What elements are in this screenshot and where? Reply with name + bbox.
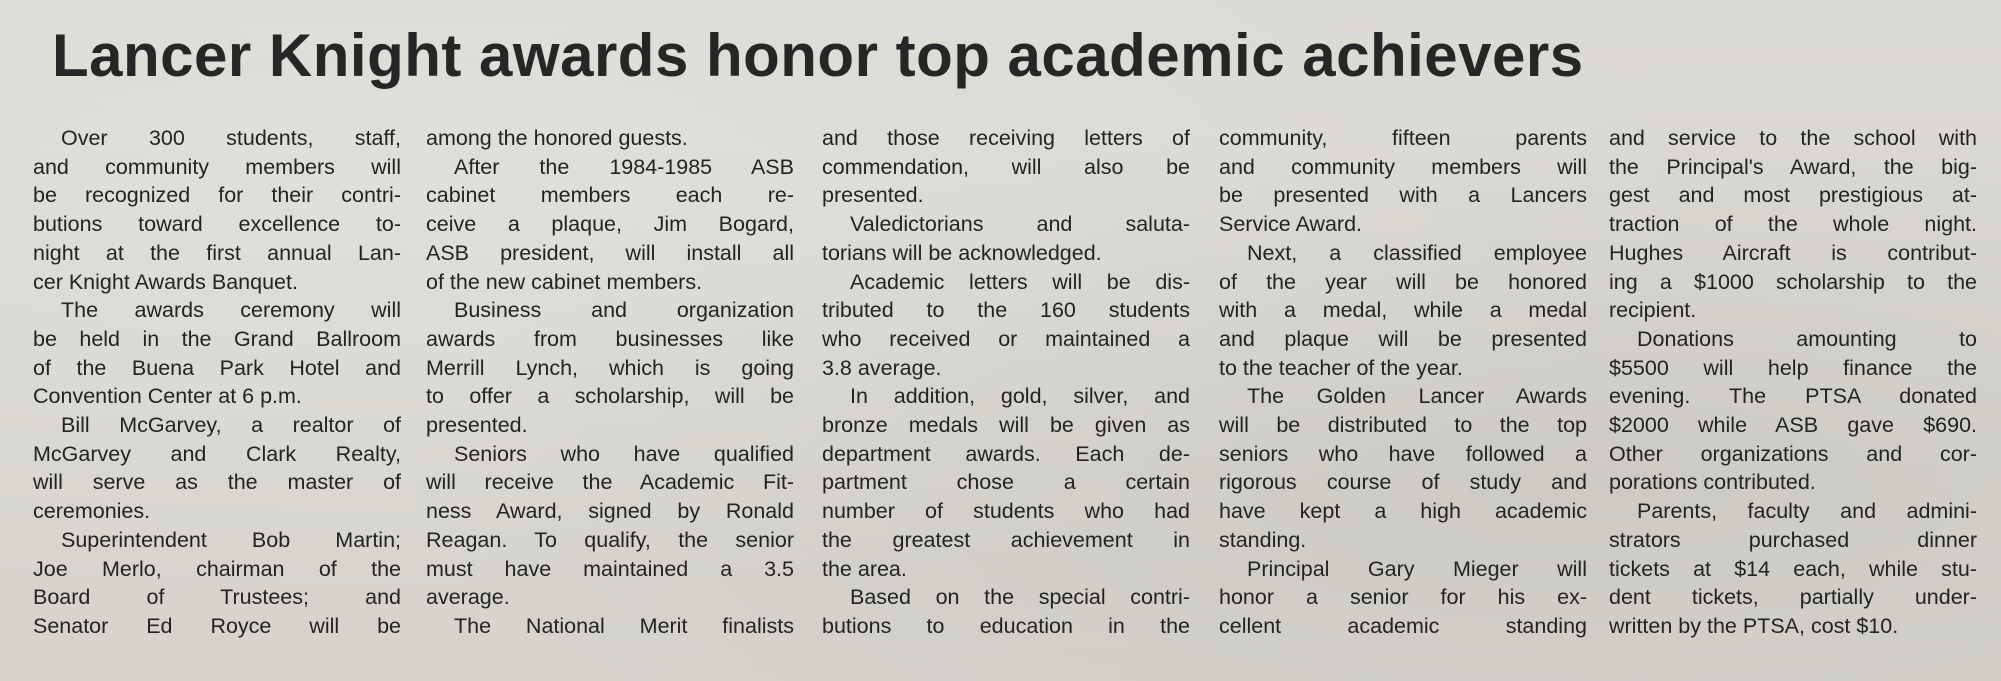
article-text-line: Next, a classified employee <box>1247 240 1587 265</box>
article-text-line: ing a $1000 scholarship to the <box>1609 269 1977 294</box>
article-text-line: average. <box>426 585 510 610</box>
article-text-line: number of students who had <box>822 499 1190 524</box>
article-text-line: rigorous course of study and <box>1219 470 1587 495</box>
article-text-line: Bill McGarvey, a realtor of <box>61 413 401 438</box>
article-text-line: evening. The PTSA donated <box>1609 384 1977 409</box>
article-text-line: Convention Center at 6 p.m. <box>33 384 302 409</box>
article-text-line: awards from businesses like <box>426 326 794 351</box>
article-text-line: the greatest achievement in <box>822 527 1190 552</box>
article-text-line: Reagan. To qualify, the senior <box>426 527 794 552</box>
article-text-line: presented. <box>822 183 924 208</box>
article-text-line: community, fifteen parents <box>1219 126 1587 150</box>
article-text-line: of the Buena Park Hotel and <box>33 355 401 380</box>
article-text-line: of the year will be honored <box>1219 269 1587 294</box>
article-text-line: butions toward excellence to- <box>33 212 401 237</box>
article-text-line: Based on the special contri- <box>850 585 1190 610</box>
article-text-line: must have maintained a 3.5 <box>426 556 794 581</box>
article-text-line: who received or maintained a <box>822 326 1190 351</box>
article-text-line: cellent academic standing <box>1219 613 1587 638</box>
article-text-line: cabinet members each re- <box>426 183 794 208</box>
article-text-line: will receive the Academic Fit- <box>426 470 794 495</box>
article-column-4 <box>1219 124 1587 641</box>
article-text-line: The National Merit finalists <box>454 613 794 638</box>
article-text-line: standing. <box>1219 527 1307 552</box>
article-text-line: Business and organization <box>454 298 794 323</box>
article-text-line: tributed to the 160 students <box>822 298 1190 323</box>
article-text-line: The awards ceremony will <box>61 298 401 323</box>
article-text-line: ceive a plaque, Jim Bogard, <box>426 212 794 237</box>
article-text-line: will serve as the master of <box>33 470 401 495</box>
article-text-line: 3.8 average. <box>822 355 942 380</box>
article-text-line: the Principal's Award, the big- <box>1609 154 1977 179</box>
article-text-line: of the new cabinet members. <box>426 269 703 294</box>
article-text-line: have kept a high academic <box>1219 499 1587 524</box>
article-text-line: to offer a scholarship, will be <box>426 384 794 409</box>
article-text-line: the area. <box>822 556 907 581</box>
article-text-line: among the honored guests. <box>426 126 688 150</box>
article-text-line: be held in the Grand Ballroom <box>33 326 401 351</box>
article-text-line: traction of the whole night. <box>1609 212 1977 237</box>
article-text-line: commendation, will also be <box>822 154 1190 179</box>
article-text-line: Principal Gary Mieger will <box>1247 556 1587 581</box>
article-body <box>0 124 2001 644</box>
article-text-line: Superintendent Bob Martin; <box>61 527 401 552</box>
article-column-5 <box>1609 124 1977 641</box>
article-text-line: Donations amounting to <box>1637 326 1977 351</box>
article-text-line: will be distributed to the top <box>1219 413 1587 438</box>
article-text-line: torians will be acknowledged. <box>822 240 1102 265</box>
article-text-line: $2000 while ASB gave $690. <box>1609 413 1977 438</box>
article-column-3 <box>822 124 1190 641</box>
article-text-line: and service to the school with <box>1609 126 1977 150</box>
article-text-line: department awards. Each de- <box>822 441 1190 466</box>
article-text-line: bronze medals will be given as <box>822 413 1190 438</box>
article-text-line: Merrill Lynch, which is going <box>426 355 794 380</box>
article-text-line: ness Award, signed by Ronald <box>426 499 794 524</box>
article-text-line: McGarvey and Clark Realty, <box>33 441 401 466</box>
article-text-line: cer Knight Awards Banquet. <box>33 269 298 294</box>
article-text-line: After the 1984-1985 ASB <box>454 154 794 179</box>
article-text-line: porations contributed. <box>1609 470 1816 495</box>
article-text-line: In addition, gold, silver, and <box>850 384 1190 409</box>
article-text-line: written by the PTSA, cost $10. <box>1609 613 1899 638</box>
article-text-line: honor a senior for his ex- <box>1219 585 1587 610</box>
headline: Lancer Knight awards honor top academic achievers <box>52 22 1584 89</box>
article-text-line: Seniors who have qualified <box>454 441 794 466</box>
article-text-line: Service Award. <box>1219 212 1363 237</box>
article-text-line: strators purchased dinner <box>1609 527 1977 552</box>
article-text-line: ceremonies. <box>33 499 151 524</box>
article-text-line: Academic letters will be dis- <box>850 269 1190 294</box>
article-text-line: Over 300 students, staff, <box>61 126 401 150</box>
article-column-2 <box>426 124 794 641</box>
article-text-line: Other organizations and cor- <box>1609 441 1977 466</box>
article-column-1 <box>33 124 401 641</box>
article-text-line: tickets at $14 each, while stu- <box>1609 556 1977 581</box>
article-text-line: partment chose a certain <box>822 470 1190 495</box>
article-text-line: Board of Trustees; and <box>33 585 401 610</box>
article-text-line: and plaque will be presented <box>1219 326 1587 351</box>
article-text-line: recipient. <box>1609 298 1697 323</box>
article-text-line: Hughes Aircraft is contribut- <box>1609 240 1977 265</box>
article-text-line: be presented with a Lancers <box>1219 183 1587 208</box>
article-text-line: be recognized for their contri- <box>33 183 401 208</box>
article-text-line: The Golden Lancer Awards <box>1247 384 1587 409</box>
article-text-line: Joe Merlo, chairman of the <box>33 556 401 581</box>
article-text-line: gest and most prestigious at- <box>1609 183 1977 208</box>
article-text-line: dent tickets, partially under- <box>1609 585 1977 610</box>
article-text-line: and those receiving letters of <box>822 126 1190 150</box>
article-text-line: Valedictorians and saluta- <box>850 212 1190 237</box>
article-text-line: ASB president, will install all <box>426 240 794 265</box>
article-text-line: and community members will <box>33 154 401 179</box>
article-text-line: presented. <box>426 413 528 438</box>
article-text-line: night at the first annual Lan- <box>33 240 401 265</box>
article-text-line: butions to education in the <box>822 613 1190 638</box>
article-text-line: $5500 will help finance the <box>1609 355 1977 380</box>
article-text-line: and community members will <box>1219 154 1587 179</box>
article-text-line: seniors who have followed a <box>1219 441 1587 466</box>
article-text-line: Senator Ed Royce will be <box>33 613 401 638</box>
article-text-line: to the teacher of the year. <box>1219 355 1463 380</box>
article-text-line: with a medal, while a medal <box>1219 298 1587 323</box>
article-text-line: Parents, faculty and admini- <box>1637 499 1977 524</box>
